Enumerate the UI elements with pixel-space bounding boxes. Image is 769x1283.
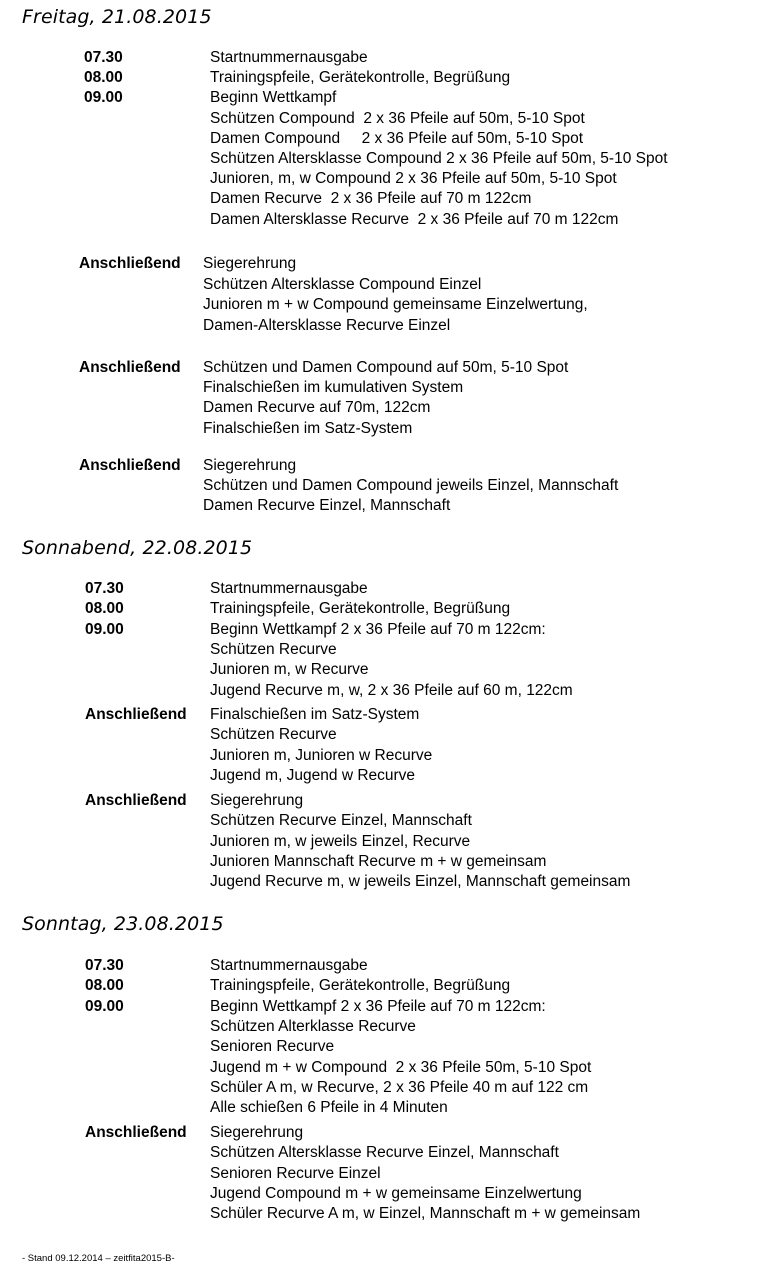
event-description: Trainingspfeile, Gerätekontrolle, Begrüßung — [210, 600, 511, 618]
schedule-row — [0, 1058, 769, 1078]
schedule-row — [0, 149, 769, 169]
event-description: Beginn Wettkampf 2 x 36 Pfeile auf 70 m 122cm: — [210, 997, 546, 1015]
day-heading: Freitag, 21.08.2015 — [22, 6, 212, 28]
schedule-row — [0, 852, 769, 872]
event-description: Damen-Altersklasse Recurve Einzel — [203, 316, 451, 334]
time-label: 07.30 — [84, 49, 123, 66]
event-description: Trainingspfeile, Gerätekontrolle, Begrüßung — [210, 977, 511, 995]
schedule-row — [0, 705, 769, 725]
schedule-row — [0, 129, 769, 149]
schedule-row — [0, 109, 769, 129]
event-description: Schützen Recurve — [210, 640, 337, 658]
schedule-row — [0, 1123, 769, 1143]
event-description: Damen Recurve Einzel, Mannschaft — [203, 497, 451, 515]
event-description: Damen Altersklasse Recurve 2 x 36 Pfeile auf 70 m 122cm — [210, 210, 619, 228]
event-description: Damen Recurve auf 70m, 122cm — [203, 399, 431, 417]
event-description: Beginn Wettkampf 2 x 36 Pfeile auf 70 m 122cm: — [210, 620, 546, 638]
schedule-row — [0, 997, 769, 1017]
event-description: Junioren m, w Recurve — [210, 661, 369, 679]
time-label: 08.00 — [85, 600, 124, 618]
event-description: Beginn Wettkampf — [210, 89, 337, 107]
event-description: Jugend Compound m + w gemeinsame Einzelwertung — [210, 1184, 582, 1202]
event-description: Jugend m, Jugend w Recurve — [210, 766, 416, 784]
schedule-row — [0, 456, 769, 476]
schedule-row — [0, 275, 769, 295]
schedule-row — [0, 1184, 769, 1204]
event-description: Junioren Mannschaft Recurve m + w gemeinsam — [210, 852, 547, 870]
time-label: 09.00 — [85, 620, 124, 638]
schedule-row — [0, 1078, 769, 1098]
event-description: Finalschießen im Satz-System — [210, 706, 420, 723]
event-description: Finalschießen im Satz-System — [203, 419, 413, 437]
sequence-label: Anschließend — [85, 792, 187, 809]
schedule-row — [0, 496, 769, 516]
event-description: Siegerehrung — [203, 255, 297, 272]
time-label: 07.30 — [85, 580, 124, 597]
schedule-row — [0, 1017, 769, 1037]
day-heading: Sonntag, 23.08.2015 — [22, 913, 224, 935]
schedule-row — [0, 1164, 769, 1184]
schedule-row — [0, 976, 769, 996]
schedule-row — [0, 832, 769, 852]
schedule-row — [0, 599, 769, 619]
schedule-row — [0, 725, 769, 745]
schedule-row — [0, 1204, 769, 1224]
time-label: 08.00 — [84, 69, 123, 87]
sequence-label: Anschließend — [79, 457, 181, 474]
schedule-row — [0, 1143, 769, 1163]
schedule-row — [0, 476, 769, 496]
event-description: Schüler A m, w Recurve, 2 x 36 Pfeile 40 m auf 122 cm — [210, 1078, 589, 1096]
schedule-row — [0, 1098, 769, 1118]
event-description: Alle schießen 6 Pfeile in 4 Minuten — [210, 1099, 448, 1117]
event-description: Junioren, m, w Compound 2 x 36 Pfeile auf 50m, 5-10 Spot — [210, 170, 617, 188]
event-description: Junioren m + w Compound gemeinsame Einzelwertung, — [203, 296, 588, 313]
event-description: Junioren m, w jeweils Einzel, Recurve — [210, 832, 471, 850]
event-description: Jugend Recurve m, w, 2 x 36 Pfeile auf 60 m, 122cm — [210, 681, 573, 699]
event-description: Trainingspfeile, Gerätekontrolle, Begrüßung — [210, 69, 511, 87]
time-label: 09.00 — [85, 997, 124, 1015]
event-description: Schüler Recurve A m, w Einzel, Mannschaft m + w gemeinsam — [210, 1205, 641, 1223]
schedule-row — [0, 68, 769, 88]
schedule-row — [0, 88, 769, 108]
time-label: 08.00 — [85, 977, 124, 995]
event-description: Finalschießen im kumulativen System — [203, 379, 464, 397]
schedule-row — [0, 681, 769, 701]
event-description: Schützen Recurve — [210, 726, 337, 744]
event-description: Schützen Recurve Einzel, Mannschaft — [210, 812, 472, 830]
sequence-label: Anschließend — [85, 1124, 187, 1141]
event-description: Schützen Altersklasse Recurve Einzel, Mannschaft — [210, 1144, 559, 1162]
event-description: Startnummernausgabe — [210, 580, 368, 597]
schedule-row — [0, 398, 769, 418]
event-description: Damen Recurve 2 x 36 Pfeile auf 70 m 122cm — [210, 190, 532, 208]
event-description: Siegerehrung — [203, 457, 297, 474]
schedule-row — [0, 316, 769, 336]
event-description: Senioren Recurve Einzel — [210, 1164, 381, 1182]
event-description: Jugend Recurve m, w jeweils Einzel, Mannschaft gemeinsam — [210, 873, 631, 891]
schedule-row — [0, 956, 769, 976]
footer-note: - Stand 09.12.2014 – zeitfita2015-B- — [22, 1253, 175, 1264]
event-description: Junioren m, Junioren w Recurve — [210, 746, 433, 764]
schedule-row — [0, 811, 769, 831]
schedule-row — [0, 579, 769, 599]
event-description: Senioren Recurve — [210, 1038, 335, 1056]
event-description: Jugend m + w Compound 2 x 36 Pfeile 50m, 5-10 Spot — [210, 1058, 592, 1076]
event-description: Schützen und Damen Compound auf 50m, 5-10 Spot — [203, 359, 569, 376]
sequence-label: Anschließend — [79, 359, 181, 376]
event-description: Schützen und Damen Compound jeweils Einzel, Mannschaft — [203, 477, 619, 495]
schedule-row — [0, 358, 769, 378]
event-description: Schützen Alterklasse Recurve — [210, 1017, 416, 1035]
schedule-row — [0, 295, 769, 315]
schedule-row — [0, 419, 769, 439]
sequence-label: Anschließend — [79, 255, 181, 272]
schedule-row — [0, 791, 769, 811]
schedule-row — [0, 766, 769, 786]
schedule-row — [0, 210, 769, 230]
schedule-row — [0, 620, 769, 640]
schedule-row — [0, 660, 769, 680]
event-description: Damen Compound 2 x 36 Pfeile auf 50m, 5-10 Spot — [210, 129, 584, 147]
schedule-row — [0, 189, 769, 209]
time-label: 09.00 — [84, 89, 123, 107]
event-description: Siegerehrung — [210, 792, 304, 809]
time-label: 07.30 — [85, 957, 124, 974]
schedule-row — [0, 1037, 769, 1057]
schedule-row — [0, 378, 769, 398]
schedule-row — [0, 169, 769, 189]
schedule-row — [0, 48, 769, 68]
event-description: Schützen Altersklasse Compound 2 x 36 Pfeile auf 50m, 5-10 Spot — [210, 150, 668, 167]
event-description: Siegerehrung — [210, 1124, 304, 1141]
schedule-row — [0, 254, 769, 274]
schedule-row — [0, 746, 769, 766]
schedule-row — [0, 872, 769, 892]
schedule-row — [0, 640, 769, 660]
event-description: Schützen Altersklasse Compound Einzel — [203, 275, 482, 293]
event-description: Schützen Compound 2 x 36 Pfeile auf 50m, 5-10 Spot — [210, 109, 585, 127]
sequence-label: Anschließend — [85, 706, 187, 723]
day-heading: Sonnabend, 22.08.2015 — [22, 537, 253, 559]
event-description: Startnummernausgabe — [210, 49, 368, 66]
event-description: Startnummernausgabe — [210, 957, 368, 974]
